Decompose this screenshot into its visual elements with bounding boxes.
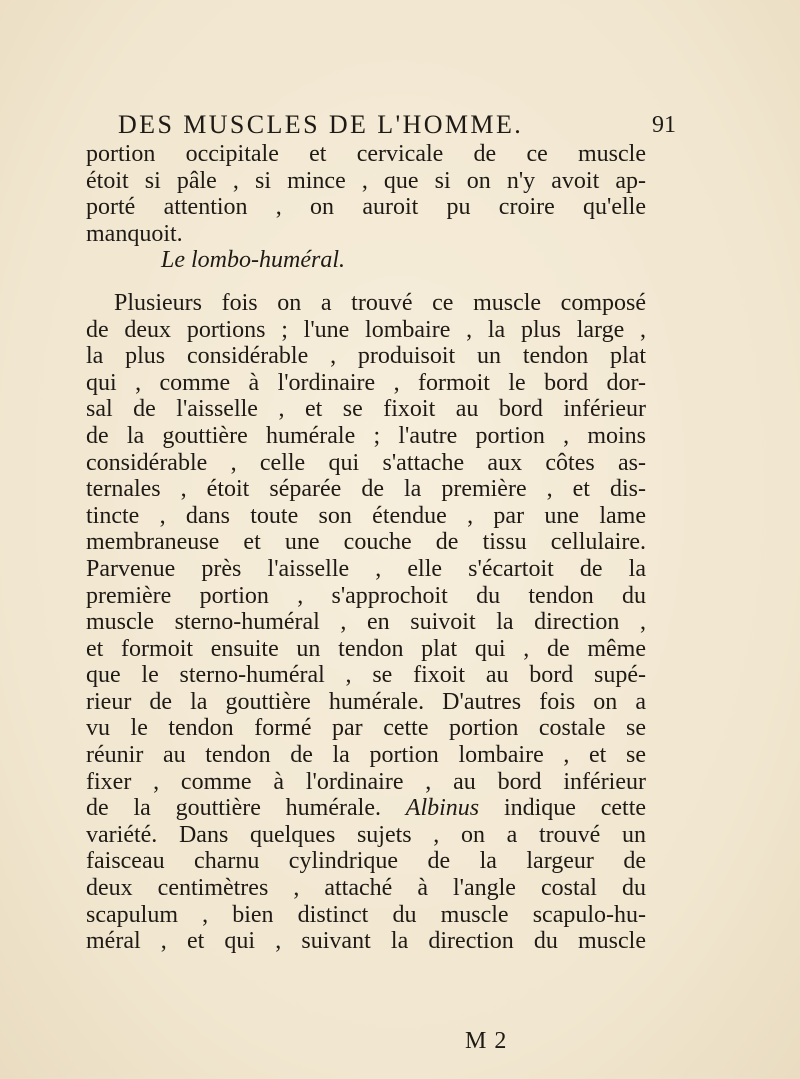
albinus-after: indique cette — [503, 795, 647, 822]
text-line: porté attention , on auroit pu croire qu'elle — [86, 194, 646, 221]
text-line: Plusieurs fois on a trouvé ce muscle composé — [114, 289, 646, 316]
text-line: variété. Dans quelques sujets , on a trouvé un — [86, 821, 646, 848]
running-header — [118, 110, 698, 140]
body-text — [86, 141, 646, 955]
text-line: réunir au tendon de la portion lombaire , et se — [86, 742, 646, 769]
albinus-before: de la gouttière humérale. — [86, 795, 381, 822]
text-line: qui , comme à l'ordinaire , formoit le bord dor- — [86, 369, 646, 396]
text-line: sal de l'aisselle , et se fixoit au bord inférieur — [86, 396, 646, 423]
text-line: scapulum , bien distinct du muscle scapulo-hu- — [86, 901, 646, 928]
text-line: vu le tendon formé par cette portion costale se — [86, 715, 646, 742]
text-line: rieur de la gouttière humérale. D'autres fois on a — [86, 688, 646, 715]
text-line: que le sterno-huméral , se fixoit au bord supé- — [86, 662, 646, 689]
text-line: manquoit. — [86, 220, 183, 247]
text-line: de la gouttière humérale ; l'autre portion , moins — [86, 422, 646, 449]
text-line: membraneuse et une couche de tissu cellulaire. — [86, 529, 646, 556]
text-line: portion occipitale et cervicale de ce muscle — [86, 141, 646, 167]
text-line: méral , et qui , suivant la direction du muscle — [86, 928, 646, 955]
text-line: tincte , dans toute son étendue , par une lame — [86, 502, 646, 529]
header-title: DES MUSCLES DE L'HOMME. — [118, 110, 524, 139]
page-number: 91 — [652, 112, 676, 138]
author-name-albinus: Albinus — [405, 795, 480, 822]
text-line: et formoit ensuite un tendon plat qui , de même — [86, 635, 646, 662]
text-line: étoit si pâle , si mince , que si on n'y avoit ap- — [86, 167, 646, 194]
signature-mark: M 2 — [465, 1028, 508, 1054]
text-line: première portion , s'approchoit du tendon du — [86, 582, 646, 609]
text-line: Parvenue près l'aisselle , elle s'écartoit de la — [86, 555, 646, 582]
text-line: muscle sterno-huméral , en suivoit la direction , — [86, 609, 646, 636]
text-line: considérable , celle qui s'attache aux côtes as- — [86, 449, 646, 476]
text-line: deux centimètres , attaché à l'angle costal du — [86, 875, 646, 902]
text-line: faisceau charnu cylindrique de la largeur de — [86, 848, 646, 875]
text-line: la plus considérable , produisoit un tendon plat — [86, 343, 646, 370]
section-heading: Le lombo-huméral. — [161, 247, 345, 274]
text-line: ternales , étoit séparée de la première , et dis- — [86, 476, 646, 503]
text-line: fixer , comme à l'ordinaire , au bord inférieur — [86, 768, 646, 795]
text-line-albinus — [86, 795, 646, 822]
text-line: de deux portions ; l'une lombaire , la plus large , — [86, 316, 646, 343]
section-spacer — [86, 274, 646, 290]
